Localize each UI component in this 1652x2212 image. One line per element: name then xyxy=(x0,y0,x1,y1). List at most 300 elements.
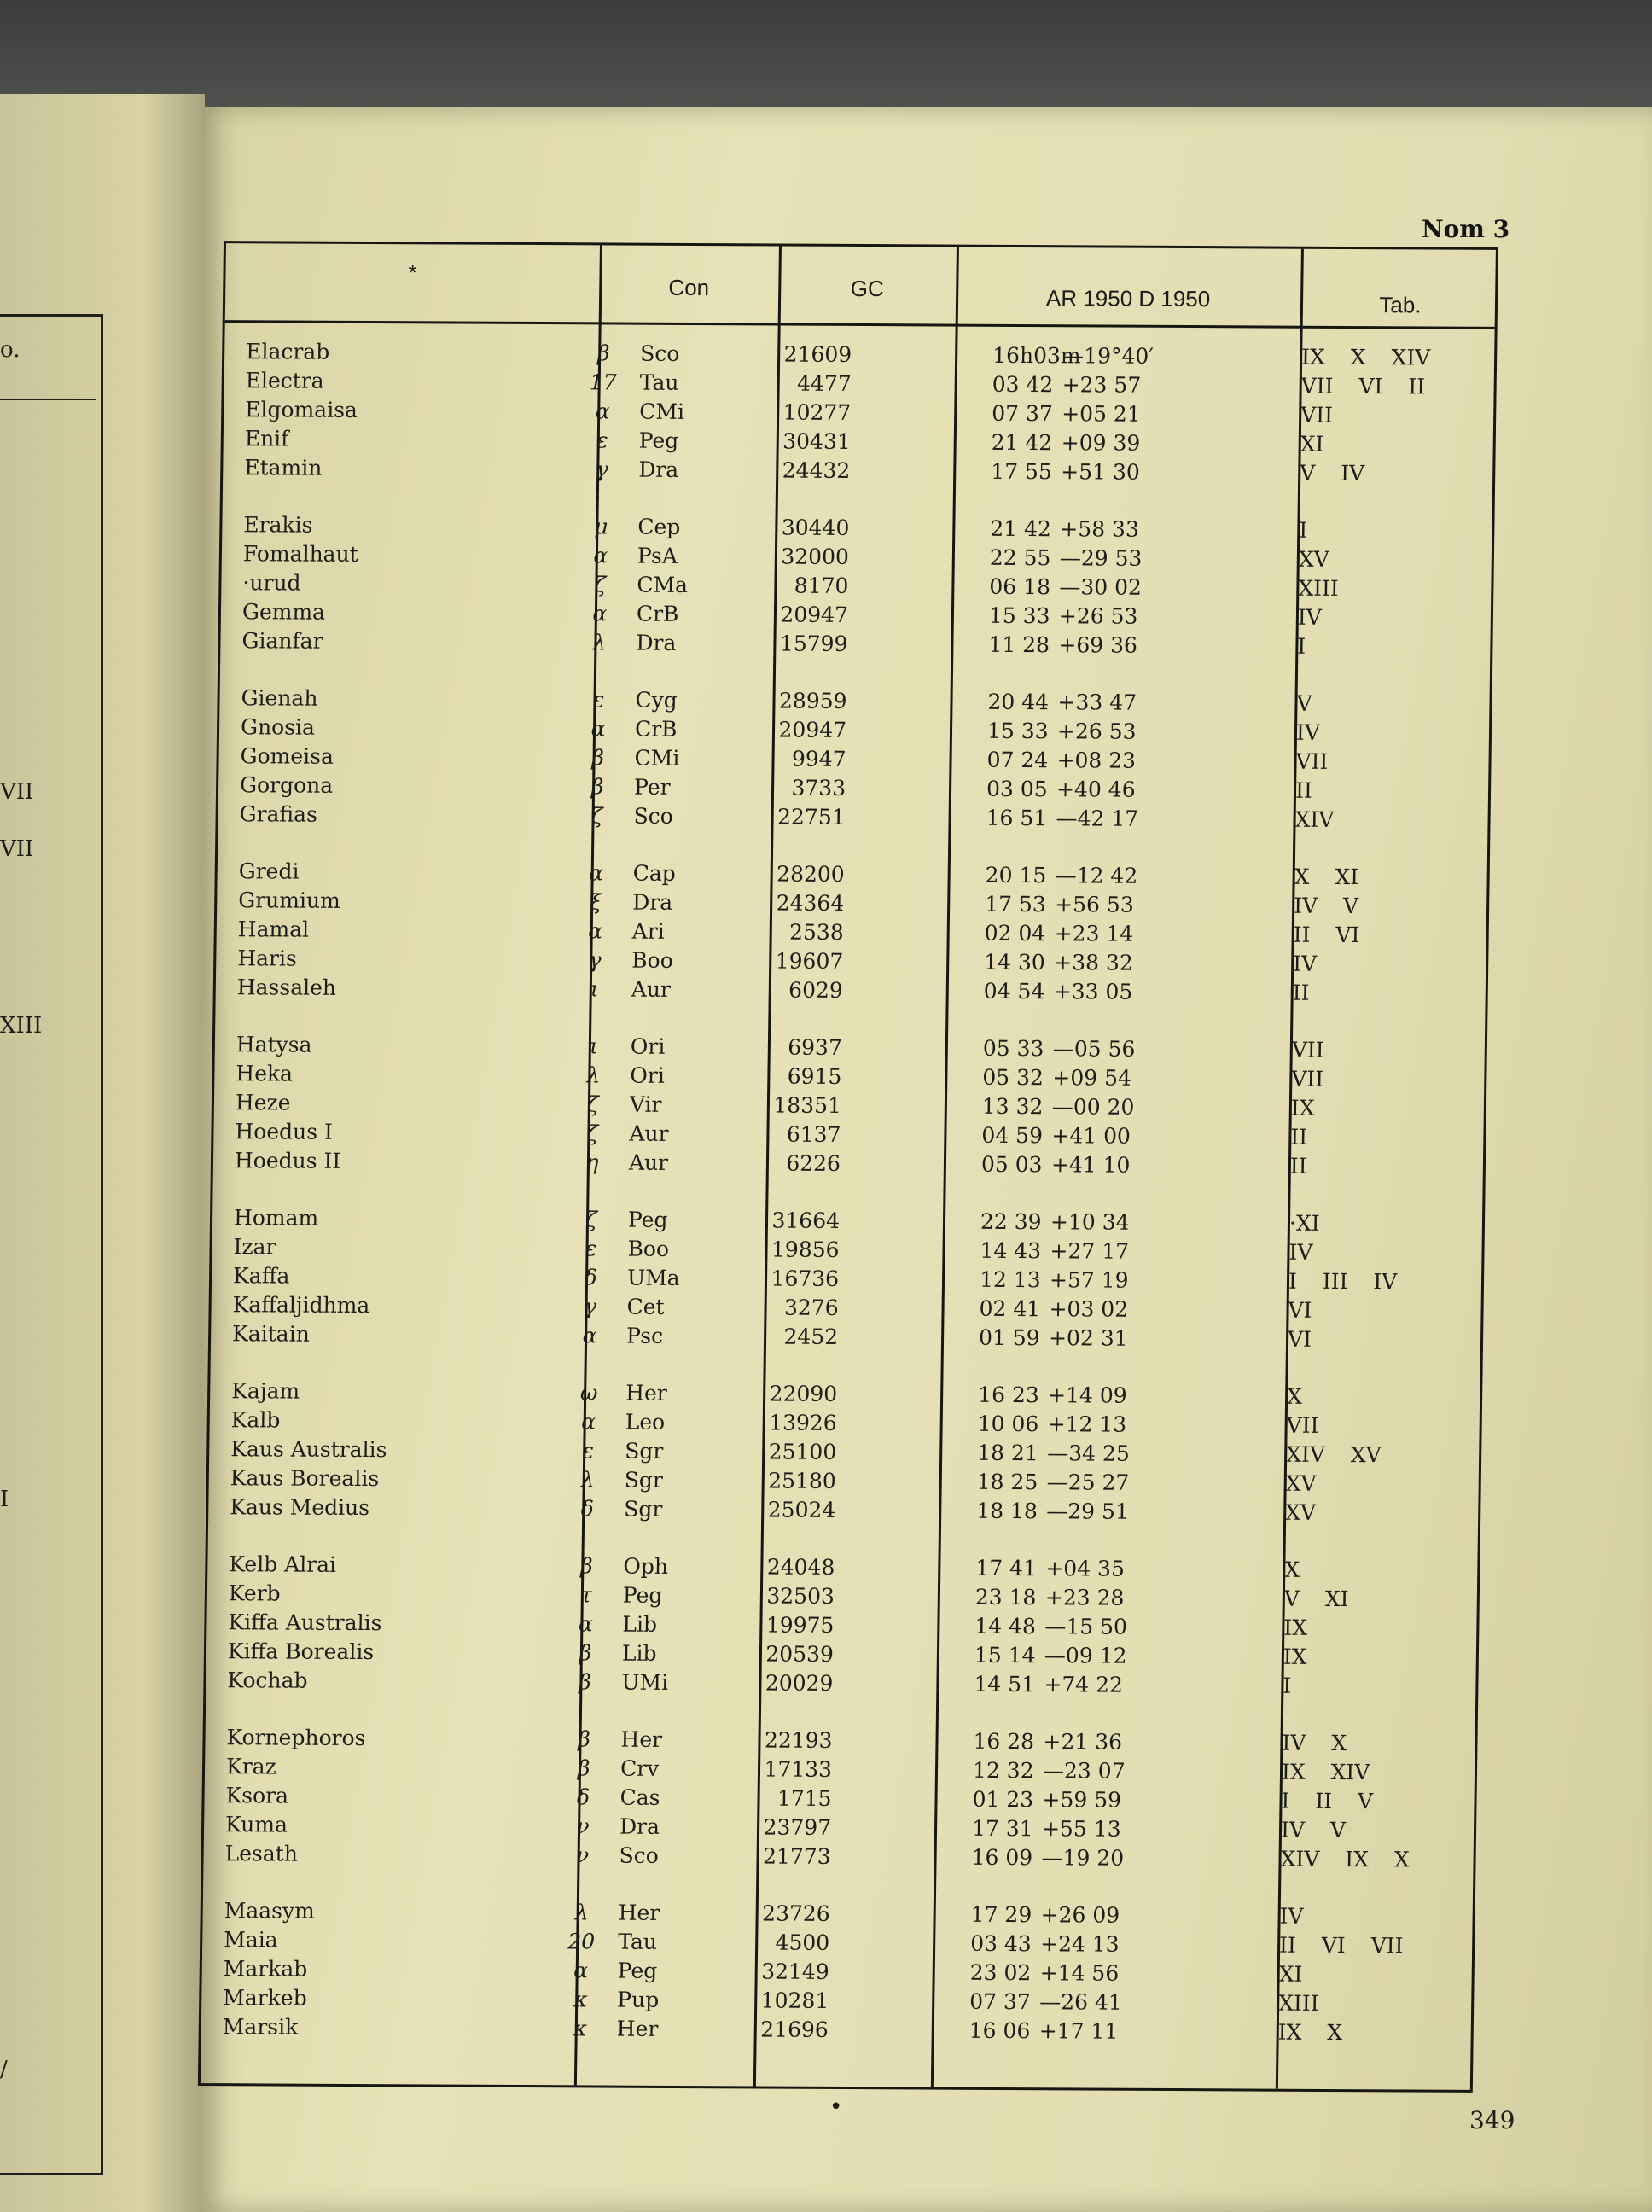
gc-number: 25180 xyxy=(768,1468,836,1493)
chart-references: V IV xyxy=(1300,460,1365,486)
star-name: Kaus Australis xyxy=(230,1436,387,1463)
constellation: CMi xyxy=(634,745,680,771)
star-name: Electra xyxy=(245,368,324,393)
constellation: Pup xyxy=(617,1987,660,2012)
constellation: Crv xyxy=(620,1755,660,1781)
gc-number: 4477 xyxy=(796,370,852,396)
declination: +51 30 xyxy=(1061,459,1141,485)
star-name: Hatysa xyxy=(236,1032,312,1057)
left-page-fragment: VII xyxy=(0,836,34,862)
gc-number: 9947 xyxy=(791,746,846,771)
declination: —19 20 xyxy=(1041,1845,1125,1871)
bayer-designation: η xyxy=(585,1150,599,1175)
declination: +41 00 xyxy=(1051,1123,1131,1149)
table-row xyxy=(208,1494,1478,1530)
declination: +23 57 xyxy=(1062,372,1142,398)
constellation: Boo xyxy=(627,1236,670,1261)
chart-references: XIV IX X xyxy=(1280,1846,1410,1872)
gc-number: 19856 xyxy=(771,1237,840,1262)
bayer-designation: ω xyxy=(579,1380,598,1406)
star-table xyxy=(198,241,1498,2093)
gc-number: 23797 xyxy=(763,1814,832,1840)
chart-references: XI xyxy=(1278,1961,1303,1987)
chart-references: XV xyxy=(1285,1470,1317,1496)
chart-references: I III IV xyxy=(1288,1268,1398,1295)
gc-number: 23726 xyxy=(761,1901,830,1926)
table-row xyxy=(211,1321,1480,1357)
chart-references: IV xyxy=(1295,719,1321,745)
left-page-header-fragment: o. xyxy=(0,337,20,363)
left-page xyxy=(0,94,205,2212)
declination: +27 17 xyxy=(1050,1238,1130,1264)
right-ascension: 13 32 xyxy=(981,1093,1044,1120)
bayer-designation: β xyxy=(591,745,605,771)
star-name: Kaus Borealis xyxy=(230,1465,380,1492)
constellation: Sco xyxy=(640,341,680,366)
declination: +33 05 xyxy=(1053,979,1133,1004)
star-name: Fomalhaut xyxy=(242,541,358,567)
right-ascension: 17 55 xyxy=(991,458,1053,485)
bayer-designation: α xyxy=(593,543,608,568)
constellation: Lib xyxy=(622,1611,658,1637)
bayer-designation: β xyxy=(577,1755,590,1781)
declination: +09 54 xyxy=(1052,1065,1132,1091)
bayer-designation: κ xyxy=(573,2016,588,2041)
right-ascension: 04 59 xyxy=(981,1122,1044,1149)
declination: +17 11 xyxy=(1038,2018,1119,2044)
bayer-designation: λ xyxy=(574,1900,589,1925)
bayer-designation: β xyxy=(579,1669,591,1695)
gc-number: 2452 xyxy=(783,1324,839,1349)
bayer-designation: β xyxy=(590,774,604,800)
constellation: Sgr xyxy=(625,1438,664,1464)
declination: +40 46 xyxy=(1056,777,1136,802)
gc-number: 18351 xyxy=(773,1092,842,1118)
right-ascension: 16 09 xyxy=(971,1844,1033,1871)
left-page-fragment: XIII xyxy=(0,1013,43,1039)
bayer-designation: 17 xyxy=(589,370,617,395)
constellation: Peg xyxy=(638,428,679,453)
column-header-tab: Tab. xyxy=(1379,292,1422,318)
table-row xyxy=(201,2014,1471,2050)
right-ascension: 18 25 xyxy=(976,1469,1038,1495)
left-page-header-rule xyxy=(0,399,96,400)
right-ascension: 15 33 xyxy=(986,718,1049,744)
bayer-designation: δ xyxy=(584,1265,597,1290)
left-page-fragment: / xyxy=(0,2057,8,2082)
declination: +69 36 xyxy=(1058,632,1138,658)
constellation: Aur xyxy=(631,976,672,1002)
bayer-designation: λ xyxy=(586,1062,601,1088)
star-name: Maia xyxy=(224,1927,278,1953)
declination: —29 51 xyxy=(1046,1499,1130,1524)
right-ascension: 17 31 xyxy=(971,1815,1033,1842)
right-ascension: 02 41 xyxy=(979,1295,1041,1322)
right-ascension: 20 44 xyxy=(987,689,1050,715)
chart-references: IX xyxy=(1290,1095,1315,1121)
declination: +55 13 xyxy=(1041,1816,1121,1842)
chart-references: VI xyxy=(1288,1297,1312,1323)
left-page-fragment: I xyxy=(0,1487,9,1512)
gc-number: 6226 xyxy=(786,1150,841,1176)
right-ascension: 14 30 xyxy=(984,949,1046,975)
constellation: Peg xyxy=(627,1207,668,1232)
right-ascension: 05 33 xyxy=(982,1035,1044,1062)
header-rule xyxy=(225,320,1495,329)
declination: +21 36 xyxy=(1043,1729,1123,1755)
gc-number: 19607 xyxy=(775,948,844,974)
constellation: Cas xyxy=(620,1784,660,1810)
gc-number: 24432 xyxy=(782,457,851,483)
bayer-designation: α xyxy=(590,716,606,742)
bayer-designation: ζ xyxy=(586,1121,599,1146)
gc-number: 19975 xyxy=(765,1612,835,1638)
chart-references: XV xyxy=(1285,1499,1317,1525)
declination: —12 42 xyxy=(1055,863,1138,888)
star-name: Kochab xyxy=(227,1668,308,1693)
gc-number: 1715 xyxy=(777,1785,832,1811)
chart-references: IV V xyxy=(1293,893,1359,919)
constellation: Peg xyxy=(617,1958,658,1983)
gc-number: 20947 xyxy=(778,717,847,742)
star-name: Markab xyxy=(223,1956,308,1982)
bayer-designation: ν xyxy=(576,1813,590,1839)
star-name: Gienah xyxy=(241,685,318,711)
gc-number: 21696 xyxy=(760,2017,829,2042)
right-ascension: 20 15 xyxy=(985,862,1047,888)
chart-references: IV xyxy=(1297,604,1323,630)
constellation: Dra xyxy=(619,1813,660,1839)
star-name: Gianfar xyxy=(241,628,323,654)
declination: +74 22 xyxy=(1044,1672,1124,1697)
bayer-designation: δ xyxy=(576,1784,590,1810)
star-name: Heka xyxy=(236,1061,294,1086)
bayer-designation: α xyxy=(573,1958,589,1983)
declination: —00 20 xyxy=(1051,1094,1135,1120)
right-ascension: 18 21 xyxy=(977,1440,1039,1466)
right-ascension: 12 13 xyxy=(979,1266,1041,1293)
right-ascension: 14 48 xyxy=(974,1613,1037,1639)
constellation: CrB xyxy=(634,716,678,742)
declination: +26 53 xyxy=(1058,603,1138,629)
chart-references: IV xyxy=(1279,1903,1304,1929)
star-name: Kuma xyxy=(224,1812,288,1837)
constellation: Aur xyxy=(629,1121,669,1146)
star-name: Izar xyxy=(233,1234,276,1260)
chart-references: VII xyxy=(1286,1412,1319,1438)
star-name: Kelb Alrai xyxy=(229,1551,337,1577)
constellation: Cep xyxy=(637,514,681,539)
declination: —29 53 xyxy=(1059,545,1143,571)
right-ascension: 02 04 xyxy=(984,920,1046,946)
right-ascension: 21 42 xyxy=(990,515,1052,542)
constellation: Sgr xyxy=(624,1467,664,1493)
right-ascension: 06 18 xyxy=(989,573,1051,600)
gc-number: 6937 xyxy=(788,1034,843,1060)
bayer-designation: 20 xyxy=(567,1929,596,1954)
chart-references: VII xyxy=(1291,1066,1324,1091)
table-row xyxy=(206,1668,1475,1703)
declination: +14 09 xyxy=(1047,1382,1127,1408)
gc-number: 15799 xyxy=(779,631,848,656)
right-ascension: 14 51 xyxy=(974,1671,1036,1697)
star-name: Kerb xyxy=(228,1580,281,1606)
gc-number: 32000 xyxy=(781,544,850,569)
right-ascension: 07 37 xyxy=(992,400,1054,427)
bayer-designation: α xyxy=(589,860,604,886)
star-name: Kiffa Borealis xyxy=(227,1639,375,1665)
chart-references: V xyxy=(1296,690,1312,716)
right-ascension: 10 06 xyxy=(977,1411,1039,1437)
constellation: UMi xyxy=(621,1669,669,1695)
chart-references: VI xyxy=(1287,1326,1312,1352)
bayer-designation: ξ xyxy=(590,889,602,915)
star-name: Elacrab xyxy=(246,339,330,364)
chart-references: II xyxy=(1292,980,1310,1005)
right-ascension: 05 03 xyxy=(980,1151,1043,1178)
declination: +24 13 xyxy=(1039,1931,1120,1957)
constellation: Aur xyxy=(628,1150,669,1175)
bayer-designation: β xyxy=(596,341,610,366)
gc-number: 20029 xyxy=(765,1670,834,1696)
bayer-designation: ε xyxy=(592,687,605,713)
bayer-designation: α xyxy=(582,1323,597,1348)
right-ascension: 14 43 xyxy=(980,1237,1042,1264)
bayer-designation: ε xyxy=(596,428,608,453)
gc-number: 21773 xyxy=(762,1843,831,1869)
page-number: 349 xyxy=(1469,2106,1515,2134)
chart-references: II VI VII xyxy=(1278,1932,1404,1959)
declination: +02 31 xyxy=(1048,1325,1128,1351)
table-row xyxy=(220,628,1490,664)
constellation: Her xyxy=(616,2016,659,2041)
constellation: Tau xyxy=(639,370,679,395)
right-ascension: 15 33 xyxy=(988,602,1050,629)
gc-number: 6915 xyxy=(787,1063,842,1089)
constellation: Leo xyxy=(625,1409,666,1435)
bayer-designation: λ xyxy=(580,1467,595,1493)
star-name: ·urud xyxy=(242,570,301,596)
constellation: Peg xyxy=(622,1582,663,1608)
constellation: Psc xyxy=(625,1323,664,1348)
chart-references: IX X XIV xyxy=(1300,344,1431,370)
star-name: Gomeisa xyxy=(240,743,334,769)
star-name: Gnosia xyxy=(240,714,316,740)
declination: +56 53 xyxy=(1054,892,1134,917)
declination: —25 27 xyxy=(1046,1470,1130,1495)
right-ascension: 22 39 xyxy=(980,1208,1042,1235)
star-name: Erakis xyxy=(243,512,313,538)
star-name: Hamal xyxy=(237,917,310,942)
bayer-designation: τ xyxy=(579,1582,593,1608)
bayer-designation: β xyxy=(578,1726,590,1752)
constellation: Cet xyxy=(626,1294,665,1319)
declination: +04 35 xyxy=(1045,1556,1126,1581)
bayer-designation: α xyxy=(581,1409,596,1435)
star-name: Enif xyxy=(244,426,289,451)
chart-references: VII xyxy=(1295,748,1329,774)
bayer-designation: κ xyxy=(573,1987,588,2012)
star-name: Markeb xyxy=(223,1985,307,2011)
chart-references: IV xyxy=(1288,1239,1313,1265)
chart-references: II xyxy=(1289,1153,1307,1179)
declination: —34 25 xyxy=(1047,1441,1130,1466)
chart-references: X xyxy=(1284,1557,1300,1582)
declination: +05 21 xyxy=(1062,401,1141,427)
constellation: Ari xyxy=(631,918,665,944)
table-row xyxy=(223,455,1492,491)
gc-number: 22090 xyxy=(769,1381,838,1406)
declination: +59 59 xyxy=(1042,1787,1122,1813)
declination: +14 56 xyxy=(1039,1960,1120,1986)
declination: +38 32 xyxy=(1054,950,1133,975)
declination: —26 41 xyxy=(1039,1989,1123,2015)
chart-references: XV xyxy=(1298,546,1329,572)
bayer-designation: ι xyxy=(589,1033,598,1059)
bayer-designation: ι xyxy=(590,976,599,1002)
right-ascension: 23 18 xyxy=(974,1584,1037,1610)
star-name: Gredi xyxy=(238,859,300,884)
declination: —30 02 xyxy=(1059,574,1143,600)
right-ascension: 22 55 xyxy=(989,544,1051,571)
chart-references: XIV XV xyxy=(1286,1441,1382,1468)
right-ascension: 17 29 xyxy=(970,1901,1032,1928)
bayer-designation: δ xyxy=(580,1496,595,1522)
column-header-coordinates: AR 1950 D 1950 xyxy=(1045,285,1211,312)
right-ascension: 18 18 xyxy=(976,1498,1038,1524)
chart-references: IV X xyxy=(1282,1730,1347,1756)
gc-number: 6137 xyxy=(786,1121,841,1147)
star-name: Kaffa xyxy=(232,1263,290,1289)
constellation: Her xyxy=(620,1726,663,1752)
star-name: Grumium xyxy=(238,888,340,913)
column-header-con: Con xyxy=(668,274,710,301)
chart-references: II VI xyxy=(1293,922,1360,948)
column-header-gc: GC xyxy=(850,275,884,302)
star-name: Kajam xyxy=(231,1378,300,1404)
constellation: PsA xyxy=(637,543,678,568)
constellation: Boo xyxy=(631,947,673,973)
star-name: Gemma xyxy=(241,599,326,625)
declination: +09 39 xyxy=(1061,430,1141,456)
bayer-designation: μ xyxy=(594,514,608,539)
gc-number: 25100 xyxy=(768,1439,837,1464)
bayer-designation: λ xyxy=(592,630,607,655)
gc-number: 22751 xyxy=(777,804,846,830)
gc-number: 3276 xyxy=(783,1295,839,1320)
declination: +23 14 xyxy=(1054,921,1134,946)
right-ascension: 07 37 xyxy=(969,1988,1032,2015)
right-ascension: 01 59 xyxy=(978,1324,1040,1351)
bayer-designation: α xyxy=(592,601,608,626)
table-row xyxy=(203,1841,1473,1877)
constellation: Dra xyxy=(632,889,673,915)
star-name: Grafias xyxy=(239,801,318,827)
star-name: Heze xyxy=(235,1090,291,1115)
chart-references: I xyxy=(1299,517,1308,543)
star-name: Kraz xyxy=(225,1754,277,1779)
declination: —05 56 xyxy=(1052,1036,1136,1062)
chart-references: I xyxy=(1283,1673,1292,1698)
gc-number: 22193 xyxy=(764,1727,833,1753)
star-name: Hoedus II xyxy=(234,1148,341,1173)
bayer-designation: γ xyxy=(595,457,608,482)
gc-number: 28959 xyxy=(778,688,847,713)
right-ascension: 11 28 xyxy=(988,632,1050,658)
right-ascension: 23 02 xyxy=(969,1959,1032,1986)
constellation: Dra xyxy=(636,630,677,655)
declination: —23 07 xyxy=(1042,1758,1126,1784)
constellation: Sco xyxy=(633,803,674,829)
declination: —42 17 xyxy=(1056,806,1139,831)
constellation: Sco xyxy=(619,1842,660,1868)
chart-references: I xyxy=(1297,633,1306,659)
constellation: Cyg xyxy=(635,687,678,713)
bayer-designation: β xyxy=(579,1553,593,1579)
declination: +33 47 xyxy=(1057,690,1137,715)
right-ascension: 12 32 xyxy=(972,1757,1034,1784)
constellation: Ori xyxy=(630,1062,666,1088)
bayer-designation: ε xyxy=(585,1236,597,1261)
chart-references: XIV xyxy=(1294,806,1335,832)
gc-number: 24364 xyxy=(776,890,845,916)
gc-number: 17133 xyxy=(764,1756,833,1782)
chart-references: IX xyxy=(1283,1644,1307,1669)
chart-references: X xyxy=(1286,1383,1303,1409)
star-name: Kornephoros xyxy=(226,1725,366,1751)
right-ascension: 07 24 xyxy=(986,747,1049,773)
right-ascension: 16 23 xyxy=(977,1382,1039,1408)
gc-number: 16736 xyxy=(771,1266,840,1291)
right-ascension: 17 53 xyxy=(985,891,1046,917)
right-ascension: 01 23 xyxy=(972,1786,1034,1813)
declination: +08 23 xyxy=(1056,748,1137,773)
bayer-designation: ζ xyxy=(586,1091,599,1117)
right-ascension: 04 54 xyxy=(983,978,1045,1004)
gc-number: 4500 xyxy=(775,1930,830,1955)
bayer-designation: ζ xyxy=(585,1207,598,1232)
star-name: Ksora xyxy=(225,1783,289,1808)
gc-number: 3733 xyxy=(791,775,846,800)
gc-number: 2538 xyxy=(788,919,844,945)
declination: —19°40′ xyxy=(1062,343,1155,369)
star-name: Elgomaisa xyxy=(245,397,358,422)
gc-number: 10277 xyxy=(782,399,852,425)
star-name: Haris xyxy=(237,946,297,971)
chart-references: XIII xyxy=(1278,1990,1319,2016)
chart-references: VII xyxy=(1300,402,1334,428)
star-name: Kaffaljidhma xyxy=(232,1292,370,1318)
constellation: Per xyxy=(633,774,671,800)
declination: —15 50 xyxy=(1044,1614,1128,1639)
declination: +26 09 xyxy=(1040,1902,1120,1928)
gc-number: 21609 xyxy=(783,341,852,367)
chart-references: IX XIV xyxy=(1281,1759,1370,1785)
constellation: CrB xyxy=(636,601,679,626)
right-ascension: 16 28 xyxy=(973,1728,1035,1755)
chart-references: IX xyxy=(1283,1615,1308,1640)
constellation: CMa xyxy=(637,572,689,597)
table-body xyxy=(201,339,1495,2050)
constellation: UMa xyxy=(626,1265,680,1290)
constellation: Her xyxy=(618,1900,660,1925)
gc-number: 28200 xyxy=(776,861,845,887)
chart-references: ·XI xyxy=(1288,1210,1320,1236)
chart-references: XI xyxy=(1300,431,1324,457)
chart-references: IV V xyxy=(1280,1817,1347,1843)
star-name: Kaus Medius xyxy=(230,1494,370,1521)
left-page-table-frame xyxy=(0,314,103,2175)
